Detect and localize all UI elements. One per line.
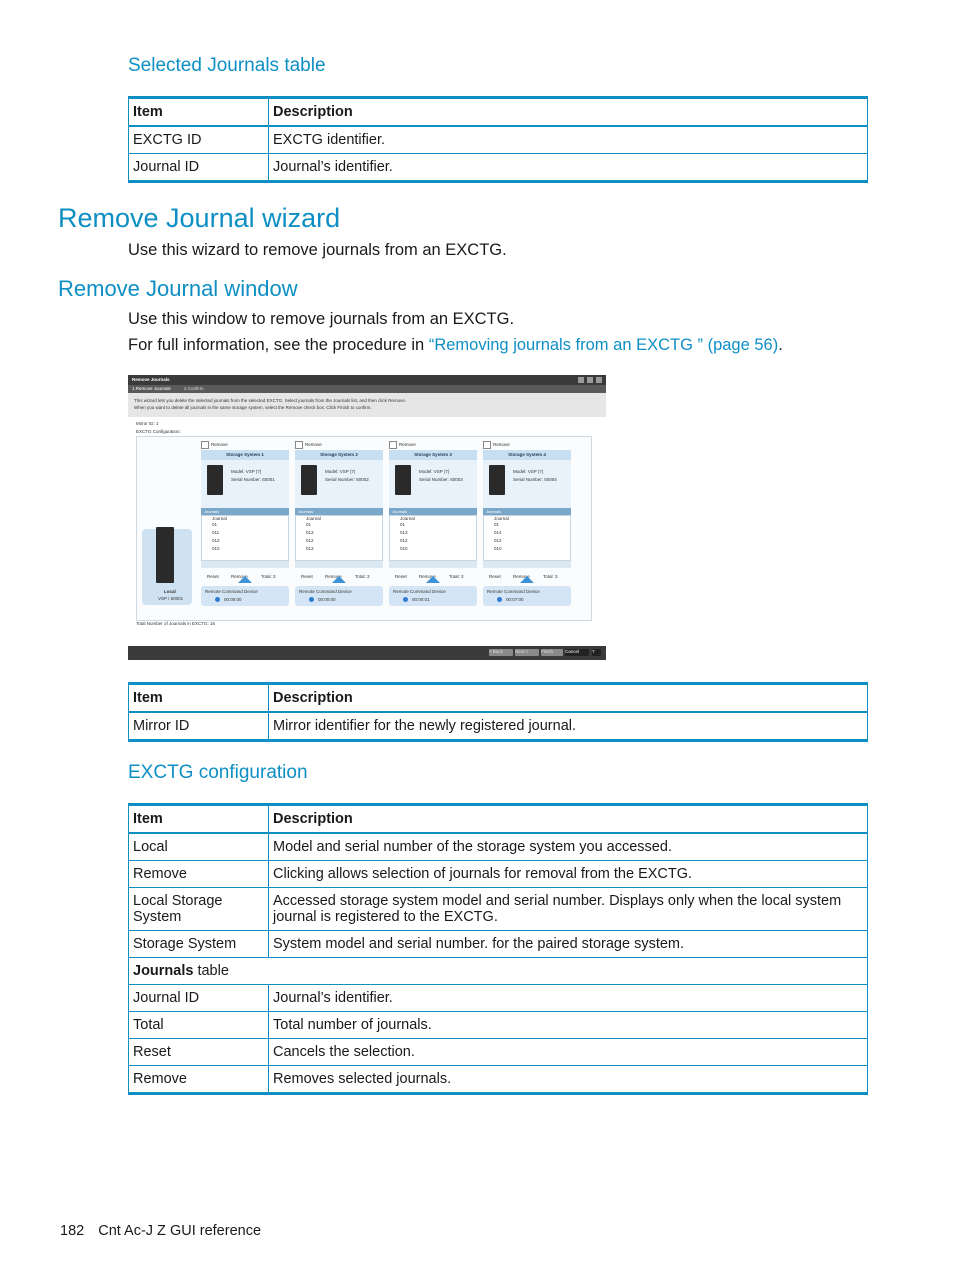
storage-system-info (295, 460, 383, 508)
journal-column-header: Journal (306, 516, 321, 521)
dialog-button-bar (128, 646, 606, 660)
list-item[interactable]: 01 (212, 522, 218, 527)
full-info-paragraph (128, 336, 783, 355)
table-cell-item: EXCTG ID (129, 126, 269, 154)
table-cell-item: Remove (129, 861, 269, 888)
table-cell-item: Local (129, 833, 269, 861)
table-row (129, 931, 868, 958)
reset-button[interactable]: Reset (395, 574, 407, 579)
rcd-value: 00:00:00 (224, 597, 242, 602)
next-button[interactable]: Next > (515, 649, 539, 656)
table-cell-item: Reset (129, 1039, 269, 1066)
storage-serial: Serial Number: 60001 (231, 477, 275, 482)
table-row (129, 833, 868, 861)
subheader-bold: Journals (133, 963, 194, 979)
table-subheader-row (129, 958, 868, 985)
rcd-value: 00:07:00 (506, 597, 524, 602)
device-icon (309, 597, 314, 602)
journals-header: Journals (483, 508, 571, 515)
total-label: Total: 3 (543, 574, 558, 579)
list-item[interactable]: 011 (212, 530, 220, 535)
list-item[interactable]: 012 (306, 538, 314, 543)
page-footer (60, 1223, 261, 1239)
remove-label: Remove (211, 442, 228, 447)
remove-button[interactable]: Remove (419, 574, 436, 579)
journals-header: Journals (201, 508, 289, 515)
table-cell-item: Total (129, 1012, 269, 1039)
full-info-suffix: . (778, 336, 783, 354)
journals-table-subheader (129, 958, 868, 985)
journal-column-header: Journal (212, 516, 227, 521)
table-cell-description: System model and serial number. for the paired storage system. (269, 931, 868, 958)
remove-checkbox[interactable] (295, 441, 303, 449)
remove-button[interactable]: Remove (231, 574, 248, 579)
journals-header: Journals (295, 508, 383, 515)
table-row (129, 1066, 868, 1094)
dialog-title-bar (128, 375, 606, 385)
journals-header: Journals (389, 508, 477, 515)
table-cell-description: Journal’s identifier. (269, 154, 868, 182)
total-label: Total: 3 (449, 574, 464, 579)
journals-list (483, 515, 571, 561)
journal-column-header: Journal (400, 516, 415, 521)
dialog-title: Remove Journals (132, 377, 170, 382)
list-item[interactable]: 010 (400, 546, 408, 551)
table-row (129, 888, 868, 931)
table-cell-description: Model and serial number of the storage system you accessed. (269, 833, 868, 861)
rcd-label: Remote Command Device (299, 589, 352, 594)
rcd-label: Remote Command Device (487, 589, 540, 594)
table-header-item: Item (129, 98, 269, 127)
table-cell-description: Journal’s identifier. (269, 985, 868, 1012)
mirror-id-table (128, 682, 868, 742)
finish-button[interactable]: Finish (541, 649, 563, 656)
remove-journals-screenshot (128, 375, 606, 660)
table-cell-item: Storage System (129, 931, 269, 958)
rcd-value: 00:00:01 (412, 597, 430, 602)
minimize-icon[interactable] (578, 377, 584, 383)
rcd-label: Remote Command Device (393, 589, 446, 594)
remove-button[interactable]: Remove (513, 574, 530, 579)
table-header-item: Item (129, 805, 269, 834)
remove-label: Remove (493, 442, 510, 447)
storage-system-title: Storage System 1 (201, 450, 289, 460)
table-header-description: Description (269, 98, 868, 127)
table-cell-item: Mirror ID (129, 712, 269, 741)
table-cell-description: EXCTG identifier. (269, 126, 868, 154)
list-item[interactable]: 010 (212, 546, 220, 551)
remove-checkbox[interactable] (483, 441, 491, 449)
page-number: 182 (60, 1223, 85, 1239)
arrow-up-icon (426, 576, 440, 583)
storage-serial: Serial Number: 50002 (325, 477, 369, 482)
storage-model: Model: VSP (7) (231, 469, 262, 474)
table-row (129, 861, 868, 888)
wizard-heading: Remove Journal wizard (58, 203, 341, 233)
remote-command-device (201, 586, 289, 606)
server-icon (207, 465, 223, 495)
arrow-up-icon (520, 576, 534, 583)
step-confirm: 2.Confirm (184, 386, 204, 391)
close-icon[interactable] (596, 377, 602, 383)
reset-button[interactable]: Reset (301, 574, 313, 579)
info-line-1: This wizard lets you delete the selected journals from the selected EXCTG. Select journals from the Journals list, and then click Remove. (134, 398, 407, 403)
journal-column-header: Journal (494, 516, 509, 521)
window-intro: Use this window to remove journals from an EXCTG. (128, 310, 515, 328)
table-cell-description: Removes selected journals. (269, 1066, 868, 1094)
table-row (129, 712, 868, 741)
window-heading: Remove Journal window (58, 276, 298, 301)
server-icon (301, 465, 317, 495)
wizard-info-box (128, 393, 606, 417)
total-label: Total: 3 (261, 574, 276, 579)
remote-command-device (389, 586, 477, 606)
remote-command-device (483, 586, 571, 606)
list-item[interactable]: 01 (306, 522, 312, 527)
storage-model: Model: VSP (7) (419, 469, 450, 474)
list-item[interactable]: 012 (212, 538, 220, 543)
table-cell-description: Clicking allows selection of journals for removal from the EXCTG. (269, 861, 868, 888)
help-button[interactable]: ? (592, 649, 601, 656)
device-icon (215, 597, 220, 602)
back-button[interactable]: < Back (489, 649, 513, 656)
remove-label: Remove (305, 442, 322, 447)
list-item[interactable]: 012 (400, 538, 408, 543)
subheader-rest: table (193, 963, 229, 979)
table-cell-item: Journal ID (129, 154, 269, 182)
mirror-id-label: Mirror ID: 1 (136, 421, 159, 426)
list-item[interactable]: 01 (494, 522, 500, 527)
local-server-icon (156, 527, 174, 583)
storage-serial: Serial Number: 50004 (513, 477, 557, 482)
table-row (129, 154, 868, 182)
remove-button[interactable]: Remove (325, 574, 342, 579)
selected-journals-table (128, 96, 868, 183)
server-icon (489, 465, 505, 495)
list-item[interactable]: 01 (400, 522, 406, 527)
section-heading-exctg-configuration: EXCTG configuration (128, 762, 308, 783)
list-item[interactable]: 013 (306, 530, 314, 535)
list-item[interactable]: 010 (494, 546, 502, 551)
remote-command-device (295, 586, 383, 606)
journals-footer (483, 561, 571, 579)
info-line-2: When you want to delete all journals in the same storage system, select the Remove check box. Click Finish to confirm. (134, 405, 372, 410)
rcd-value: 00:00:00 (318, 597, 336, 602)
storage-system-info (389, 460, 477, 508)
reset-button[interactable]: Reset (489, 574, 501, 579)
list-item[interactable]: 013 (306, 546, 314, 551)
total-label: Total: 3 (355, 574, 370, 579)
journals-list (201, 515, 289, 561)
exctg-configuration-table (128, 803, 868, 1095)
table-cell-description: Accessed storage system model and serial number. Displays only when the local system journal is registered to the EXCTG. (269, 888, 868, 931)
storage-serial: Serial Number: 60003 (419, 477, 463, 482)
table-header-item: Item (129, 684, 269, 713)
cancel-button[interactable]: Cancel (565, 649, 589, 656)
table-cell-description: Cancels the selection. (269, 1039, 868, 1066)
journals-footer (201, 561, 289, 579)
arrow-up-icon (332, 576, 346, 583)
table-row (129, 1039, 868, 1066)
storage-system-info (483, 460, 571, 508)
arrow-up-icon (238, 576, 252, 583)
server-icon (395, 465, 411, 495)
table-row (129, 126, 868, 154)
reset-button[interactable]: Reset (207, 574, 219, 579)
list-item[interactable]: 013 (400, 530, 408, 535)
table-cell-description: Total number of journals. (269, 1012, 868, 1039)
journals-footer (295, 561, 383, 579)
journals-footer (389, 561, 477, 579)
maximize-icon[interactable] (587, 377, 593, 383)
procedure-link[interactable]: “Removing journals from an EXCTG ” (page 56) (428, 336, 779, 354)
table-cell-item: Journal ID (129, 985, 269, 1012)
device-icon (403, 597, 408, 602)
wizard-intro: Use this wizard to remove journals from an EXCTG. (128, 241, 507, 259)
wizard-steps-bar (128, 385, 606, 393)
storage-system-info (201, 460, 289, 508)
storage-model: Model: VSP (7) (325, 469, 356, 474)
remove-checkbox[interactable] (389, 441, 397, 449)
full-info-prefix: For full information, see the procedure in (128, 336, 429, 354)
section-heading-selected-journals: Selected Journals table (128, 55, 326, 76)
local-model: VSP / 60001 (158, 596, 184, 601)
list-item[interactable]: 012 (494, 538, 502, 543)
table-header-description: Description (269, 805, 868, 834)
step-remove-journals: 1.Remove Journals (132, 386, 171, 391)
local-system-box (142, 529, 192, 605)
storage-model: Model: VSP (7) (513, 469, 544, 474)
journals-list (389, 515, 477, 561)
table-header-description: Description (269, 684, 868, 713)
footer-title: Cnt Ac-J Z GUI reference (98, 1223, 262, 1239)
table-cell-item: Local Storage System (129, 888, 269, 931)
rcd-label: Remote Command Device (205, 589, 258, 594)
journals-list (295, 515, 383, 561)
exctg-config-label: EXCTG Configuration: (136, 429, 181, 434)
storage-system-title: Storage System 3 (389, 450, 477, 460)
table-row (129, 1012, 868, 1039)
storage-system-title: Storage System 4 (483, 450, 571, 460)
remove-label: Remove (399, 442, 416, 447)
list-item[interactable]: 014 (494, 530, 502, 535)
table-cell-description: Mirror identifier for the newly registered journal. (269, 712, 868, 741)
remove-checkbox[interactable] (201, 441, 209, 449)
storage-system-title: Storage System 2 (295, 450, 383, 460)
table-row (129, 985, 868, 1012)
device-icon (497, 597, 502, 602)
table-cell-item: Remove (129, 1066, 269, 1094)
local-label: Local (164, 589, 176, 594)
total-journals-label: Total Number of Journals in EXCTG: 16 (136, 621, 216, 626)
